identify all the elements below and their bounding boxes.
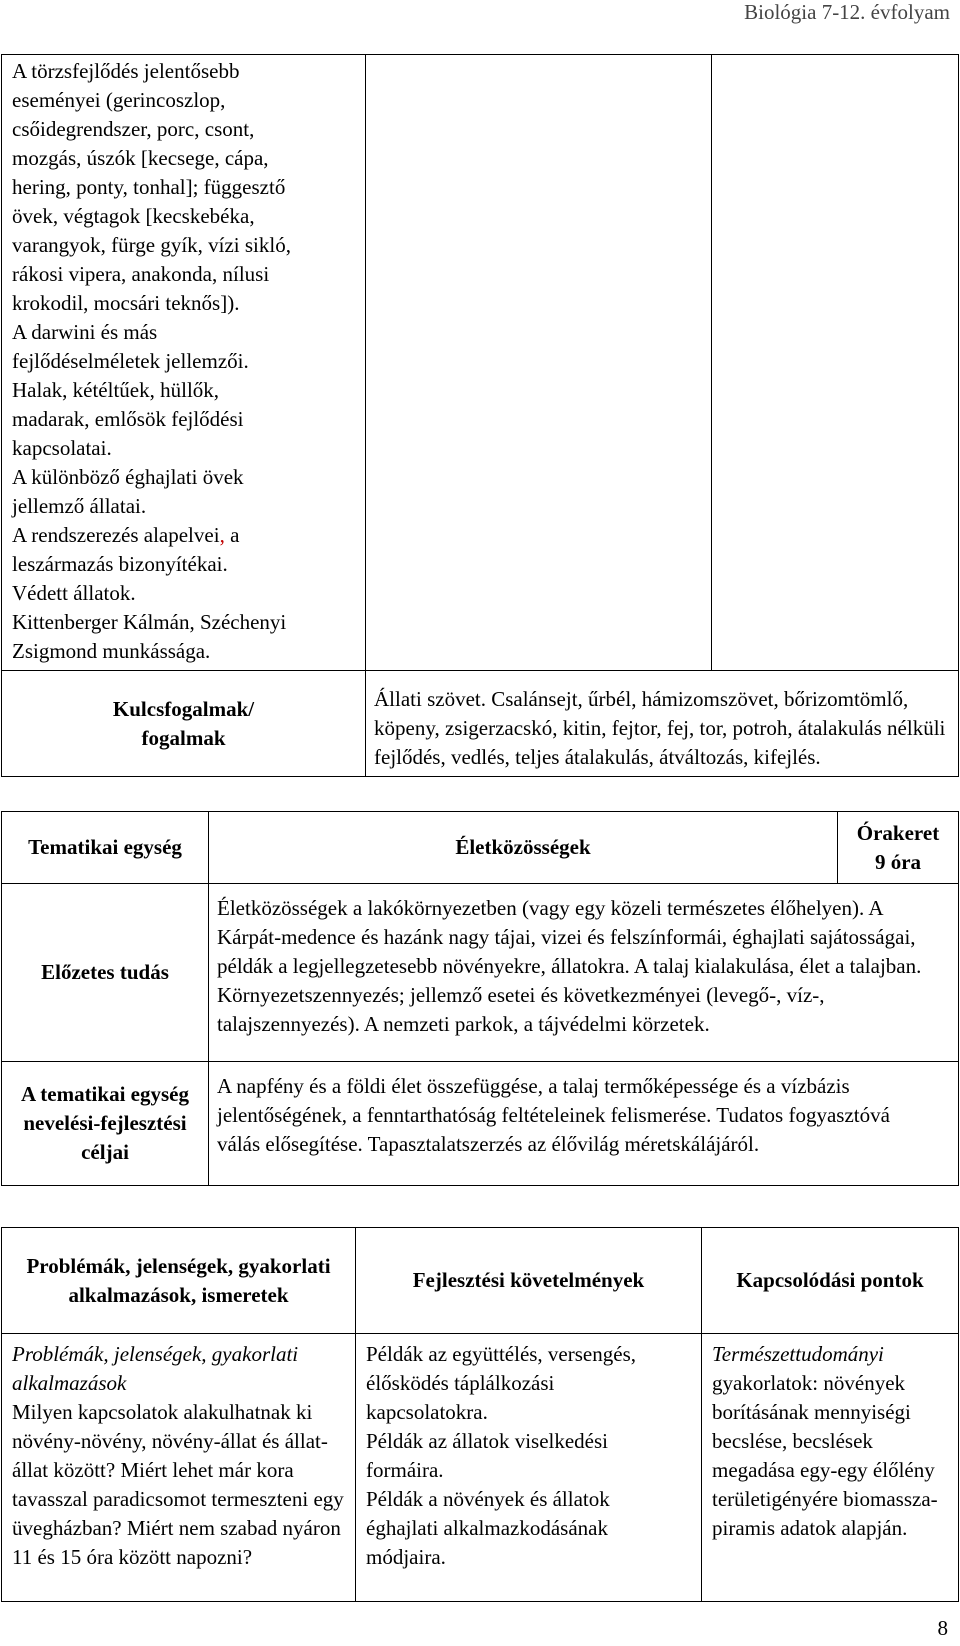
keywords-label-cell <box>2 671 366 777</box>
hours-value: 9 óra <box>874 849 922 874</box>
col1-content-cell <box>2 1334 356 1602</box>
goals-label: A tematikai egység <box>21 1082 189 1106</box>
goals-text-cell <box>209 1062 959 1186</box>
empty-cell <box>366 55 712 671</box>
col2-header-cell <box>356 1228 702 1334</box>
content-line: rákosi vipera, anakonda, nílusi <box>12 262 270 286</box>
prior-knowledge-label-cell <box>2 884 209 1062</box>
content-line: varangyok, fürge gyík, vízi sikló, <box>12 233 291 257</box>
content-line: A törzsfejlődés jelentősebb <box>12 59 240 83</box>
content-line: Példák az együttélés, versengés, élősködés táplálkozási kapcsolatokra. <box>366 1342 636 1424</box>
page-number: 8 <box>937 1616 948 1640</box>
col3-text: gyakorlatok: növények borításának mennyiségi becslése, becslések megadása egy-egy élőlény területigényére biomassza-piramis adatok alapján. <box>712 1371 938 1540</box>
unit-title: Életközösségek <box>455 835 591 859</box>
col1-header-cell <box>2 1228 356 1334</box>
unit-header-table <box>1 811 959 1186</box>
keywords-label: Kulcsfogalmak/ <box>112 696 255 721</box>
content-lines <box>12 57 357 521</box>
col1-header: Problémák, jelenségek, gyakorlati alkalmazások, ismeretek <box>26 1253 331 1307</box>
col1-italic-heading: Problémák, jelenségek, gyakorlati alkalmazások <box>12 1342 299 1395</box>
content-line: krokodil, mocsári teknős]). <box>12 291 240 315</box>
prior-knowledge-label: Előzetes tudás <box>41 960 169 984</box>
content-line: eseményei (gerincoszlop, <box>12 88 226 112</box>
content-line-rendszerezes: A rendszerezés alapelvei, a <box>12 523 240 547</box>
content-line: madarak, emlősök fejlődési <box>12 407 244 431</box>
keywords-text: Állati szövet. Csalánsejt, űrbél, hámizomszövet, bőrizomtömlő, köpeny, zsigerzacskó, kitin, fejtor, fej, tor, potroh, átalakulás nélküli fejlődés, vedlés, teljes átalakulás, átváltozás, kifejlés. <box>374 687 946 769</box>
goals-label: céljai <box>81 1140 129 1164</box>
empty-cell <box>712 55 959 671</box>
keywords-label: fogalmak <box>141 725 226 750</box>
content-line: jellemző állatai. <box>12 494 147 518</box>
col3-content-cell <box>702 1334 959 1602</box>
goals-label: nevelési-fejlesztési <box>23 1111 187 1135</box>
prior-knowledge-text: Életközösségek a lakókörnyezetben (vagy egy közeli természetes élőhelyen). A Kárpát-medence és hazánk nagy tájai, vizei és felszínformái, éghajlati sajátosságai, példák a legjellegzetesebb növényekre, állatokra. A talaj kialakulása, élet a talajban. Környezetszennyezés; jellemző esetei és következményei (levegő-, víz-, talajszennyezés). A nemzeti parkok, a tájvédelmi körzetek. <box>217 896 922 1036</box>
content-line: leszármazás bizonyítékai. <box>12 552 228 576</box>
content-line: Kittenberger Kálmán, Széchenyi <box>12 610 287 634</box>
topic-table-continued <box>1 54 959 777</box>
content-line: kapcsolatai. <box>12 436 112 460</box>
hours-cell <box>838 812 959 884</box>
col3-italic-heading: Természettudományi <box>712 1342 884 1366</box>
hours-label: Órakeret <box>856 820 940 845</box>
prior-knowledge-text-cell <box>209 884 959 1062</box>
content-line: A darwini és más <box>12 320 158 344</box>
content-lines-after <box>12 550 357 666</box>
unit-title-cell <box>209 812 838 884</box>
col3-header: Kapcsolódási pontok <box>736 1268 924 1292</box>
content-requirements-table <box>1 1227 959 1602</box>
content-line: fejlődéselméletek jellemzői. <box>12 349 249 373</box>
content-line: mozgás, úszók [kecsege, cápa, <box>12 146 269 170</box>
content-line: Zsigmond munkássága. <box>12 639 211 663</box>
goals-text: A napfény és a földi élet összefüggése, a talaj termőképessége és a vízbázis jelentőségének, a fenntarthatóság feltételeinek felismerése. Tudatos fogyasztóvá válás elősegítése. Tapasztalatszerzés az élővilág méretskálájáról. <box>217 1074 890 1156</box>
col2-header: Fejlesztési követelmények <box>412 1268 645 1292</box>
content-line: hering, ponty, tonhal]; függesztő <box>12 175 286 199</box>
content-line: Halak, kétéltűek, hüllők, <box>12 378 220 402</box>
col2-content-cell <box>356 1334 702 1602</box>
unit-label-cell <box>2 812 209 884</box>
keywords-text-cell <box>366 671 959 777</box>
col3-header-cell <box>702 1228 959 1334</box>
content-line: Példák a növények és állatok éghajlati alkalmazkodásának módjaira. <box>366 1487 610 1569</box>
col1-text: Milyen kapcsolatok alakulhatnak ki növény-növény, növény-állat és állat-állat között? Miért lehet már kora tavasszal paradicsomot termeszteni egy üvegházban? Miért nem szabad nyáron 11 és 15 óra között napozni? <box>12 1400 344 1569</box>
content-line: csőidegrendszer, porc, csont, <box>12 117 255 141</box>
unit-label: Tematikai egység <box>28 835 182 859</box>
col2-lines <box>366 1340 681 1572</box>
content-cell <box>2 55 366 671</box>
content-line: Példák az állatok viselkedési formáira. <box>366 1429 609 1482</box>
content-line: A különböző éghajlati övek <box>12 465 244 489</box>
goals-label-cell <box>2 1062 209 1186</box>
document-header: Biológia 7-12. évfolyam <box>744 0 950 24</box>
content-line: Védett állatok. <box>12 581 136 605</box>
content-line: övek, végtagok [kecskebéka, <box>12 204 255 228</box>
